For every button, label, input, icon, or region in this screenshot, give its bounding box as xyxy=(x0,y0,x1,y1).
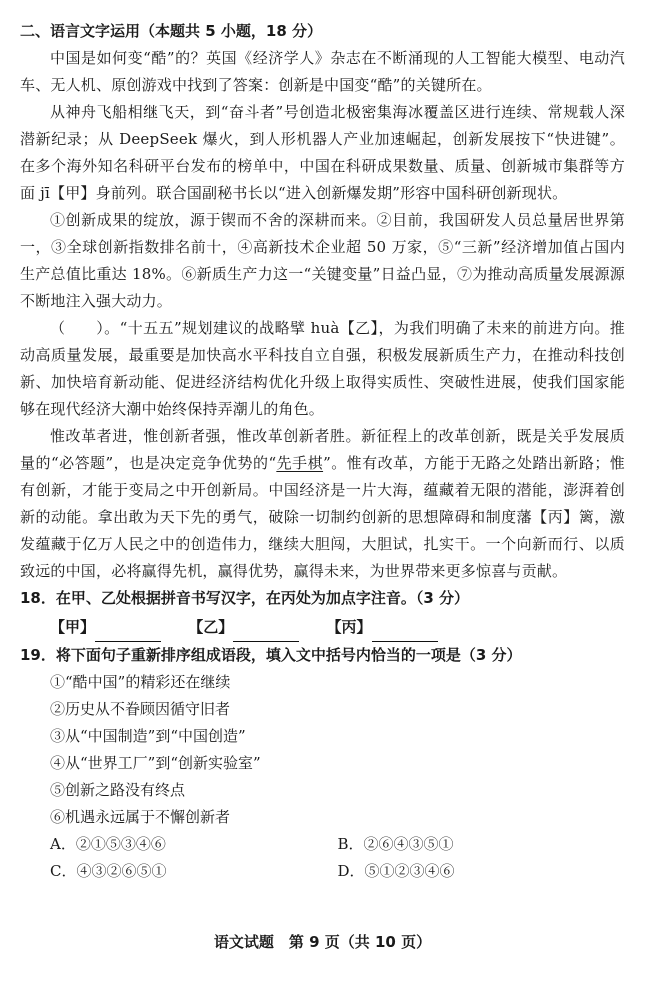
question-19-options xyxy=(50,831,625,885)
marked-phrase: 先手棋 xyxy=(276,454,324,472)
option-d[interactable]: D．⑤①②③④⑥ xyxy=(337,862,455,880)
passage-paragraph-4: （ ）。“十五五”规划建议的战略擘 huà【乙】，为我们明确了未来的前进方向。推动高质量发展，最重要是加快高水平科技自立自强，积极发展新质生产力，在推动科技创新、加快培育新动能、促进经济结构优化升级上取得实质性、突破性进展，使我们国家能够在现代经济大潮中始终保持弄潮儿的角色。 xyxy=(20,319,625,418)
passage-paragraph-5-part-b: ”。惟有改革，方能于无路之处踏出新路；惟有创新，才能于变局之中开创新局。中国经济是一片大海，蕴藏着无限的潜能，澎湃着创新的动能。拿出敢为天下先的勇气，破除一切制约创新的思想障碍和制度藩【丙】篱，激发蕴藏于亿万人民之中的创造伟力，继续大胆闯，大胆试，扎实干。一个向新而行、以质致远的中国，必将赢得先机，赢得优势，赢得未来，为世界带来更多惊喜与贡献。 xyxy=(20,454,626,580)
passage-paragraph-5-part-a: 惟改革者进，惟创新者强，惟改革创新者胜。新征程上的改革创新，既是关乎发展质量的“必答题”，也是决定竞争优势的“ xyxy=(20,427,625,472)
question-18-blanks xyxy=(50,612,625,642)
sentence-item: ②历史从不眷顾因循守旧者 xyxy=(50,700,231,718)
sentence-item: ①“酷中国”的精彩还在继续 xyxy=(50,673,231,691)
blank-line-b[interactable] xyxy=(233,625,299,642)
option-c[interactable]: C．④③②⑥⑤① xyxy=(50,862,167,880)
blank-line-c[interactable] xyxy=(372,625,438,642)
blank-label-c: 【丙】 xyxy=(326,618,372,636)
sentence-item: ④从“世界工厂”到“创新实验室” xyxy=(50,754,261,772)
passage-paragraph-1: 中国是如何变“酷”的？英国《经济学人》杂志在不断涌现的人工智能大模型、电动汽车、无人机、原创游戏中找到了答案：创新是中国变“酷”的关键所在。 xyxy=(20,49,625,94)
blank-line-a[interactable] xyxy=(95,625,161,642)
passage-paragraph-3: ①创新成果的绽放，源于锲而不舍的深耕而来。②目前，我国研发人员总量居世界第一，③全球创新指数排名前十，④高新技术企业超 50 万家，⑤“三新”经济增加值占国内生产总值比重达 18%。⑥新质生产力这一“关键变量”日益凸显，⑦为推动高质量发展源源不断地注入强大动力。 xyxy=(20,211,625,310)
passage-paragraph-5 xyxy=(20,423,625,585)
options-row-1 xyxy=(50,831,625,858)
question-18: 18．在甲、乙处根据拼音书写汉字，在丙处为加点字注音。（3 分） xyxy=(20,589,470,607)
page-footer: 语文试题 第 9 页（共 10 页） xyxy=(213,933,432,951)
blank-label-a: 【甲】 xyxy=(50,618,96,636)
passage-paragraph-2: 从神舟飞船相继飞天，到“奋斗者”号创造北极密集海冰覆盖区进行连续、常规载人深潜新纪录；从 DeepSeek 爆火，到人形机器人产业加速崛起，创新发展按下“快进键”。在多个海外知名科研平台发布的榜单中，中国在科研成果数量、质量、创新城市集群等方面 jī【甲】身前列。联合国副秘书长以“进入创新爆发期”形容中国科研创新现状。 xyxy=(20,103,625,202)
options-row-2 xyxy=(50,858,625,885)
sentence-item: ⑤创新之路没有终点 xyxy=(50,781,186,799)
question-19: 19．将下面句子重新排序组成语段，填入文中括号内恰当的一项是（3 分） xyxy=(20,646,522,664)
section-title: 二、语言文字运用（本题共 5 小题，18 分） xyxy=(20,22,322,40)
option-b[interactable]: B．②⑥④③⑤① xyxy=(337,835,454,853)
blank-label-b: 【乙】 xyxy=(188,618,234,636)
sentence-item: ③从“中国制造”到“中国创造” xyxy=(50,727,246,745)
option-a[interactable]: A．②①⑤③④⑥ xyxy=(50,835,166,853)
sentence-item: ⑥机遇永远属于不懈创新者 xyxy=(50,808,231,826)
